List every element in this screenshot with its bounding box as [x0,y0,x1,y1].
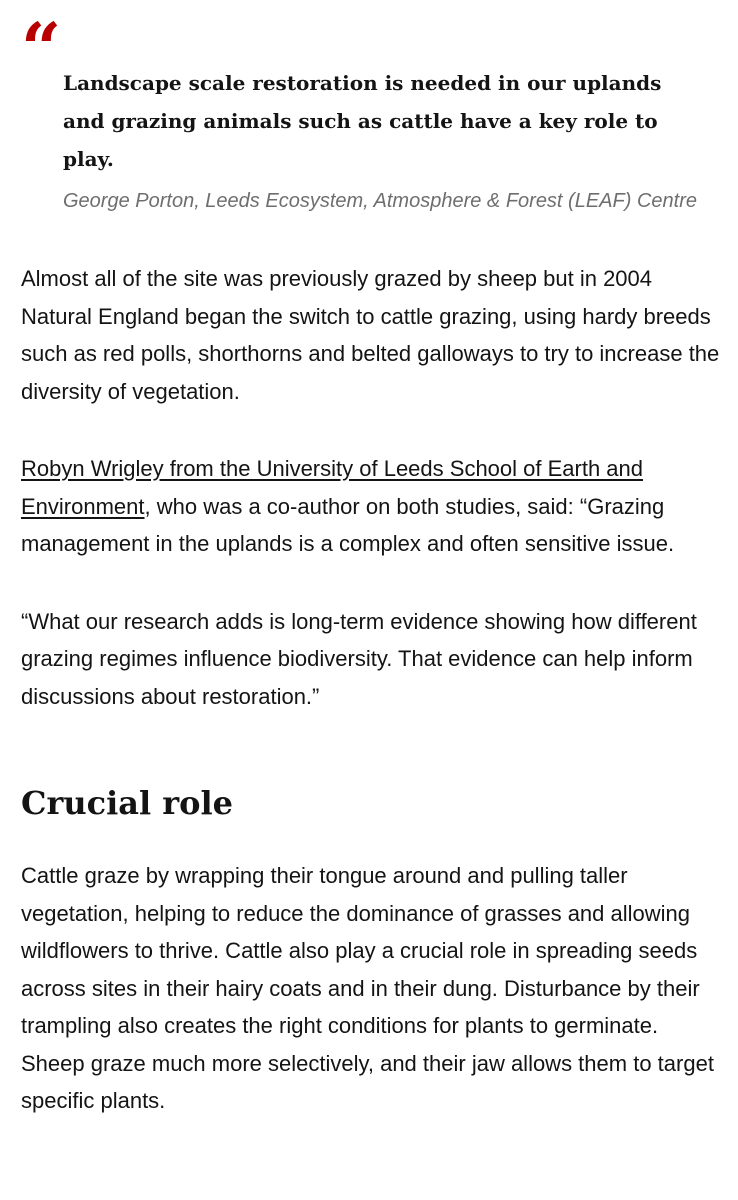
wrigley-profile-link[interactable]: Robyn Wrigley from the University of Leeds School of Earth and Environment [21,456,644,519]
paragraph-cattle-grazing: Cattle graze by wrapping their tongue around and pulling taller vegetation, helping to reduce the dominance of grasses and allowing wildflowers to thrive. Cattle also play a crucial role in spreading seeds across sites in their hairy coats and in their dung. Disturbance by their trampling also creates the right conditions for plants to germinate. Sheep graze much more selectively, and their jaw allows them to target specific plants. [21,863,714,1113]
article-body [21,0,721,1120]
pull-quote [21,0,721,214]
paragraph-wrigley-quote-text: , who was a co-author on both studies, said: “Grazing management in the uplands is a complex and often sensitive issue. [21,493,675,556]
paragraph-grazing-history: Almost all of the site was previously grazed by sheep but in 2004 Natural England began the switch to cattle grazing, using hardy breeds such as red polls, shorthorns and belted galloways to try to increase the diversity of vegetation. [21,266,720,404]
pull-quote-text: Landscape scale restoration is needed in our uplands and grazing animals such as cattle have a key role to play. [63,71,662,171]
quote-mark-icon: “ [21,7,62,90]
paragraph-wrigley-quote [21,450,721,563]
paragraph-research-evidence: “What our research adds is long-term evidence showing how different grazing regimes influence biodiversity. That evidence can help inform discussions about restoration.” [21,608,697,709]
section-heading: Crucial role [21,784,233,822]
pull-quote-source: George Porton, Leeds Ecosystem, Atmosphere & Forest (LEAF) Centre [63,190,697,212]
